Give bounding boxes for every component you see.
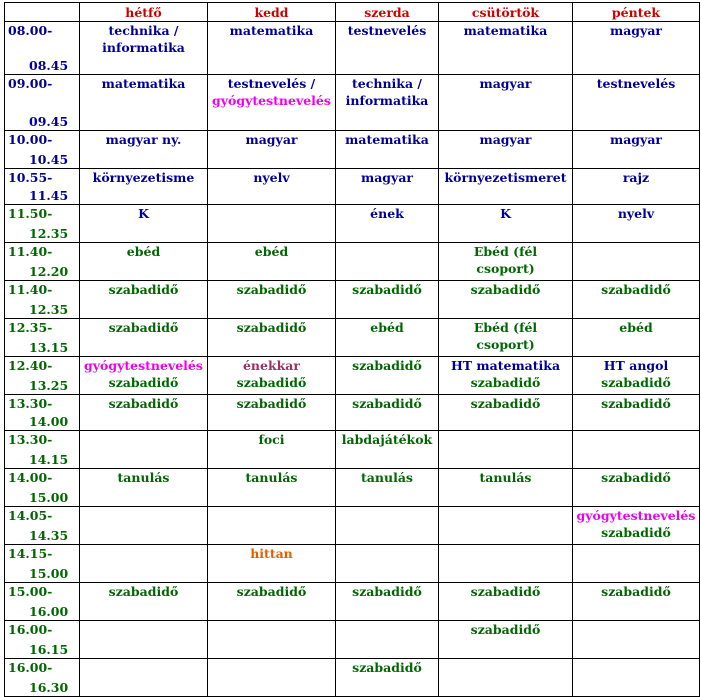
schedule-cell-friday [573,281,700,319]
table-row [5,583,700,621]
time-end: 14.35 [29,528,69,543]
table-row [5,319,700,357]
schedule-cell-monday [80,545,208,583]
time-slot-cell [5,621,80,659]
table-row [5,205,700,243]
schedule-cell-wednesday [336,75,439,131]
schedule-cell-tuesday [208,205,336,243]
activity-label: testnevelés [347,23,427,38]
schedule-cell-monday [80,205,208,243]
schedule-cell-friday [573,243,700,281]
schedule-cell-tuesday [208,545,336,583]
activity-label: gyógytestnevelés [84,358,203,373]
activity-label: szabadidő [236,396,307,411]
table-row [5,431,700,469]
time-end: 08.45 [29,58,69,73]
activity-label: informatika [345,93,429,108]
schedule-cell-thursday [439,319,573,357]
activity-label: magyar ny. [105,132,182,147]
activity-label: matematika [229,23,314,38]
timetable [4,2,700,697]
table-row [5,357,700,395]
schedule-cell-friday [573,75,700,131]
activity-label: hittan [250,546,293,561]
schedule-cell-friday [573,205,700,243]
table-row [5,281,700,319]
time-slot-cell [5,131,80,169]
schedule-cell-tuesday [208,319,336,357]
activity-label: szabadidő [108,320,179,335]
schedule-cell-wednesday [336,205,439,243]
activity-label: labdajátékok [341,432,433,447]
time-start: 14.00- [8,470,53,485]
time-start: 11.50- [8,206,53,221]
time-end: 12.35 [29,226,69,241]
schedule-cell-monday [80,469,208,507]
schedule-cell-tuesday [208,431,336,469]
table-row [5,169,700,205]
table-row [5,131,700,169]
activity-label: HT angol [603,358,669,373]
timetable-body [5,22,700,697]
schedule-cell-wednesday [336,319,439,357]
activity-label: magyar [360,170,413,185]
time-end: 16.30 [29,680,69,695]
activity-label: szabadidő [470,622,541,637]
schedule-cell-monday [80,659,208,697]
activity-label: testnevelés [596,76,676,91]
time-start: 15.00- [8,584,53,599]
schedule-cell-wednesday [336,583,439,621]
time-start: 10.55- [8,170,53,185]
activity-label: tanulás [479,470,532,485]
schedule-cell-wednesday [336,169,439,205]
activity-label: tanulás [245,470,298,485]
schedule-cell-thursday [439,469,573,507]
time-end: 14.15 [29,452,69,467]
schedule-cell-tuesday [208,281,336,319]
day-header-wednesday: szerda [336,3,439,22]
activity-label: ebéd [370,320,404,335]
activity-label: foci [258,432,285,447]
activity-label: K [138,206,149,221]
schedule-cell-wednesday [336,243,439,281]
schedule-cell-monday [80,319,208,357]
schedule-cell-monday [80,357,208,395]
activity-label: szabadidő [352,282,422,297]
activity-label: szabadidő [108,584,179,599]
schedule-cell-tuesday [208,583,336,621]
table-row [5,659,700,697]
table-row [5,395,700,431]
schedule-cell-friday [573,357,700,395]
activity-label: matematika [463,23,548,38]
activity-label: K [500,206,511,221]
time-start: 11.40- [8,244,53,259]
activity-label: matematika [345,132,429,147]
schedule-cell-wednesday [336,659,439,697]
activity-label: szabadidő [470,396,541,411]
schedule-cell-wednesday [336,545,439,583]
schedule-cell-thursday [439,431,573,469]
day-header-thursday: csütörtök [439,3,573,22]
activity-label: szabadidő [352,358,422,373]
activity-label: magyar [479,76,532,91]
activity-label: szabadidő [601,282,671,297]
schedule-cell-friday [573,507,700,545]
table-row [5,545,700,583]
time-start: 13.30- [8,432,53,447]
schedule-cell-monday [80,583,208,621]
schedule-cell-friday [573,621,700,659]
schedule-cell-monday [80,22,208,75]
activity-label: gyógytestnevelés [212,93,331,108]
activity-label: Ebéd (fél [473,320,538,335]
activity-label: HT matematika [450,358,561,373]
schedule-cell-thursday [439,75,573,131]
schedule-cell-friday [573,169,700,205]
schedule-cell-friday [573,431,700,469]
corner-cell [5,3,80,22]
schedule-cell-monday [80,507,208,545]
schedule-cell-monday [80,431,208,469]
schedule-cell-monday [80,243,208,281]
activity-label: technika / [108,23,179,38]
activity-label: informatika [102,40,185,55]
activity-label: csoport) [476,337,535,352]
activity-label: ebéd [619,320,653,335]
schedule-cell-friday [573,469,700,507]
time-slot-cell [5,545,80,583]
time-end: 12.35 [29,302,69,317]
day-header-monday: hétfő [80,3,208,22]
time-slot-cell [5,281,80,319]
time-start: 08.00- [8,23,53,38]
time-end: 13.25 [29,378,69,393]
schedule-cell-friday [573,22,700,75]
schedule-cell-tuesday [208,621,336,659]
activity-label: Ebéd (fél [473,244,538,259]
activity-label: szabadidő [601,396,671,411]
schedule-cell-friday [573,395,700,431]
time-slot-cell [5,431,80,469]
activity-label: magyar [479,132,532,147]
activity-label: szabadidő [236,320,307,335]
activity-label: matematika [101,76,186,91]
schedule-cell-wednesday [336,469,439,507]
schedule-cell-tuesday [208,395,336,431]
schedule-cell-monday [80,169,208,205]
schedule-cell-thursday [439,395,573,431]
schedule-cell-tuesday [208,357,336,395]
time-slot-cell [5,583,80,621]
schedule-cell-thursday [439,131,573,169]
activity-label: magyar [609,132,662,147]
activity-label: környezetisme [92,170,195,185]
schedule-cell-thursday [439,621,573,659]
schedule-cell-monday [80,621,208,659]
activity-label: szabadidő [470,375,541,390]
schedule-cell-thursday [439,205,573,243]
schedule-cell-thursday [439,243,573,281]
time-slot-cell [5,659,80,697]
time-end: 12.20 [29,264,69,279]
schedule-cell-tuesday [208,22,336,75]
schedule-cell-wednesday [336,431,439,469]
schedule-cell-thursday [439,357,573,395]
schedule-cell-tuesday [208,469,336,507]
schedule-cell-tuesday [208,243,336,281]
time-slot-cell [5,169,80,205]
activity-label: környezetismeret [444,170,567,185]
time-end: 13.15 [29,340,69,355]
activity-label: nyelv [617,206,655,221]
activity-label: magyar [245,132,298,147]
activity-label: tanulás [117,470,170,485]
activity-label: szabadidő [108,375,179,390]
time-start: 12.35- [8,320,53,335]
day-header-tuesday: kedd [208,3,336,22]
time-end: 15.00 [29,490,69,505]
activity-label: szabadidő [108,396,179,411]
time-end: 14.00 [29,414,69,429]
time-end: 09.45 [29,114,69,129]
time-end: 10.45 [29,152,69,167]
time-start: 12.40- [8,358,53,373]
activity-label: szabadidő [601,584,671,599]
table-row [5,507,700,545]
schedule-cell-friday [573,131,700,169]
schedule-cell-friday [573,659,700,697]
schedule-cell-thursday [439,22,573,75]
activity-label: csoport) [476,261,535,276]
activity-label: ének [370,206,404,221]
activity-label: magyar [609,23,662,38]
time-slot-cell [5,357,80,395]
activity-label: ebéd [254,244,289,259]
time-start: 14.15- [8,546,53,561]
schedule-cell-thursday [439,169,573,205]
time-start: 11.40- [8,282,53,297]
activity-label: szabadidő [236,282,307,297]
schedule-cell-wednesday [336,507,439,545]
schedule-cell-thursday [439,583,573,621]
activity-label: ebéd [126,244,161,259]
schedule-cell-monday [80,281,208,319]
schedule-cell-wednesday [336,281,439,319]
schedule-cell-tuesday [208,75,336,131]
activity-label: szabadidő [470,584,541,599]
schedule-cell-tuesday [208,169,336,205]
activity-label: szabadidő [470,282,541,297]
table-row [5,22,700,75]
time-end: 15.00 [29,566,69,581]
activity-label: gyógytestnevelés [576,508,696,523]
activity-label: rajz [622,170,650,185]
activity-label: tanulás [361,470,413,485]
schedule-cell-thursday [439,281,573,319]
time-slot-cell [5,469,80,507]
activity-label: szabadidő [601,470,671,485]
time-slot-cell [5,319,80,357]
schedule-cell-friday [573,319,700,357]
time-start: 16.00- [8,622,53,637]
time-start: 14.05- [8,508,53,523]
schedule-cell-wednesday [336,357,439,395]
schedule-cell-monday [80,395,208,431]
activity-label: szabadidő [108,282,179,297]
time-slot-cell [5,395,80,431]
schedule-cell-wednesday [336,395,439,431]
schedule-cell-tuesday [208,659,336,697]
time-slot-cell [5,22,80,75]
activity-label: szabadidő [601,525,671,540]
schedule-cell-wednesday [336,131,439,169]
activity-label: szabadidő [352,396,422,411]
table-row [5,621,700,659]
time-slot-cell [5,507,80,545]
schedule-cell-monday [80,131,208,169]
schedule-cell-thursday [439,659,573,697]
schedule-cell-tuesday [208,507,336,545]
time-start: 09.00- [8,76,53,91]
schedule-cell-friday [573,583,700,621]
schedule-cell-thursday [439,507,573,545]
time-start: 16.00- [8,660,53,675]
activity-label: szabadidő [352,584,422,599]
activity-label: technika / [352,76,422,91]
schedule-cell-wednesday [336,22,439,75]
time-start: 10.00- [8,132,53,147]
activity-label: szabadidő [236,584,307,599]
activity-label: szabadidő [601,375,671,390]
activity-label: szabadidő [236,375,307,390]
day-header-friday: péntek [573,3,700,22]
time-slot-cell [5,205,80,243]
schedule-cell-tuesday [208,131,336,169]
activity-label: nyelv [253,170,290,185]
activity-label: énekkar [242,358,300,373]
time-end: 16.15 [29,642,69,657]
time-slot-cell [5,243,80,281]
schedule-cell-monday [80,75,208,131]
table-row [5,75,700,131]
time-end: 16.00 [29,604,69,619]
activity-label: testnevelés / [227,76,316,91]
schedule-cell-friday [573,545,700,583]
table-row [5,469,700,507]
table-row [5,243,700,281]
header-row [5,3,700,22]
time-end: 11.45 [29,188,69,203]
time-slot-cell [5,75,80,131]
schedule-cell-thursday [439,545,573,583]
activity-label: szabadidő [352,660,422,675]
schedule-cell-wednesday [336,621,439,659]
time-start: 13.30- [8,396,53,411]
